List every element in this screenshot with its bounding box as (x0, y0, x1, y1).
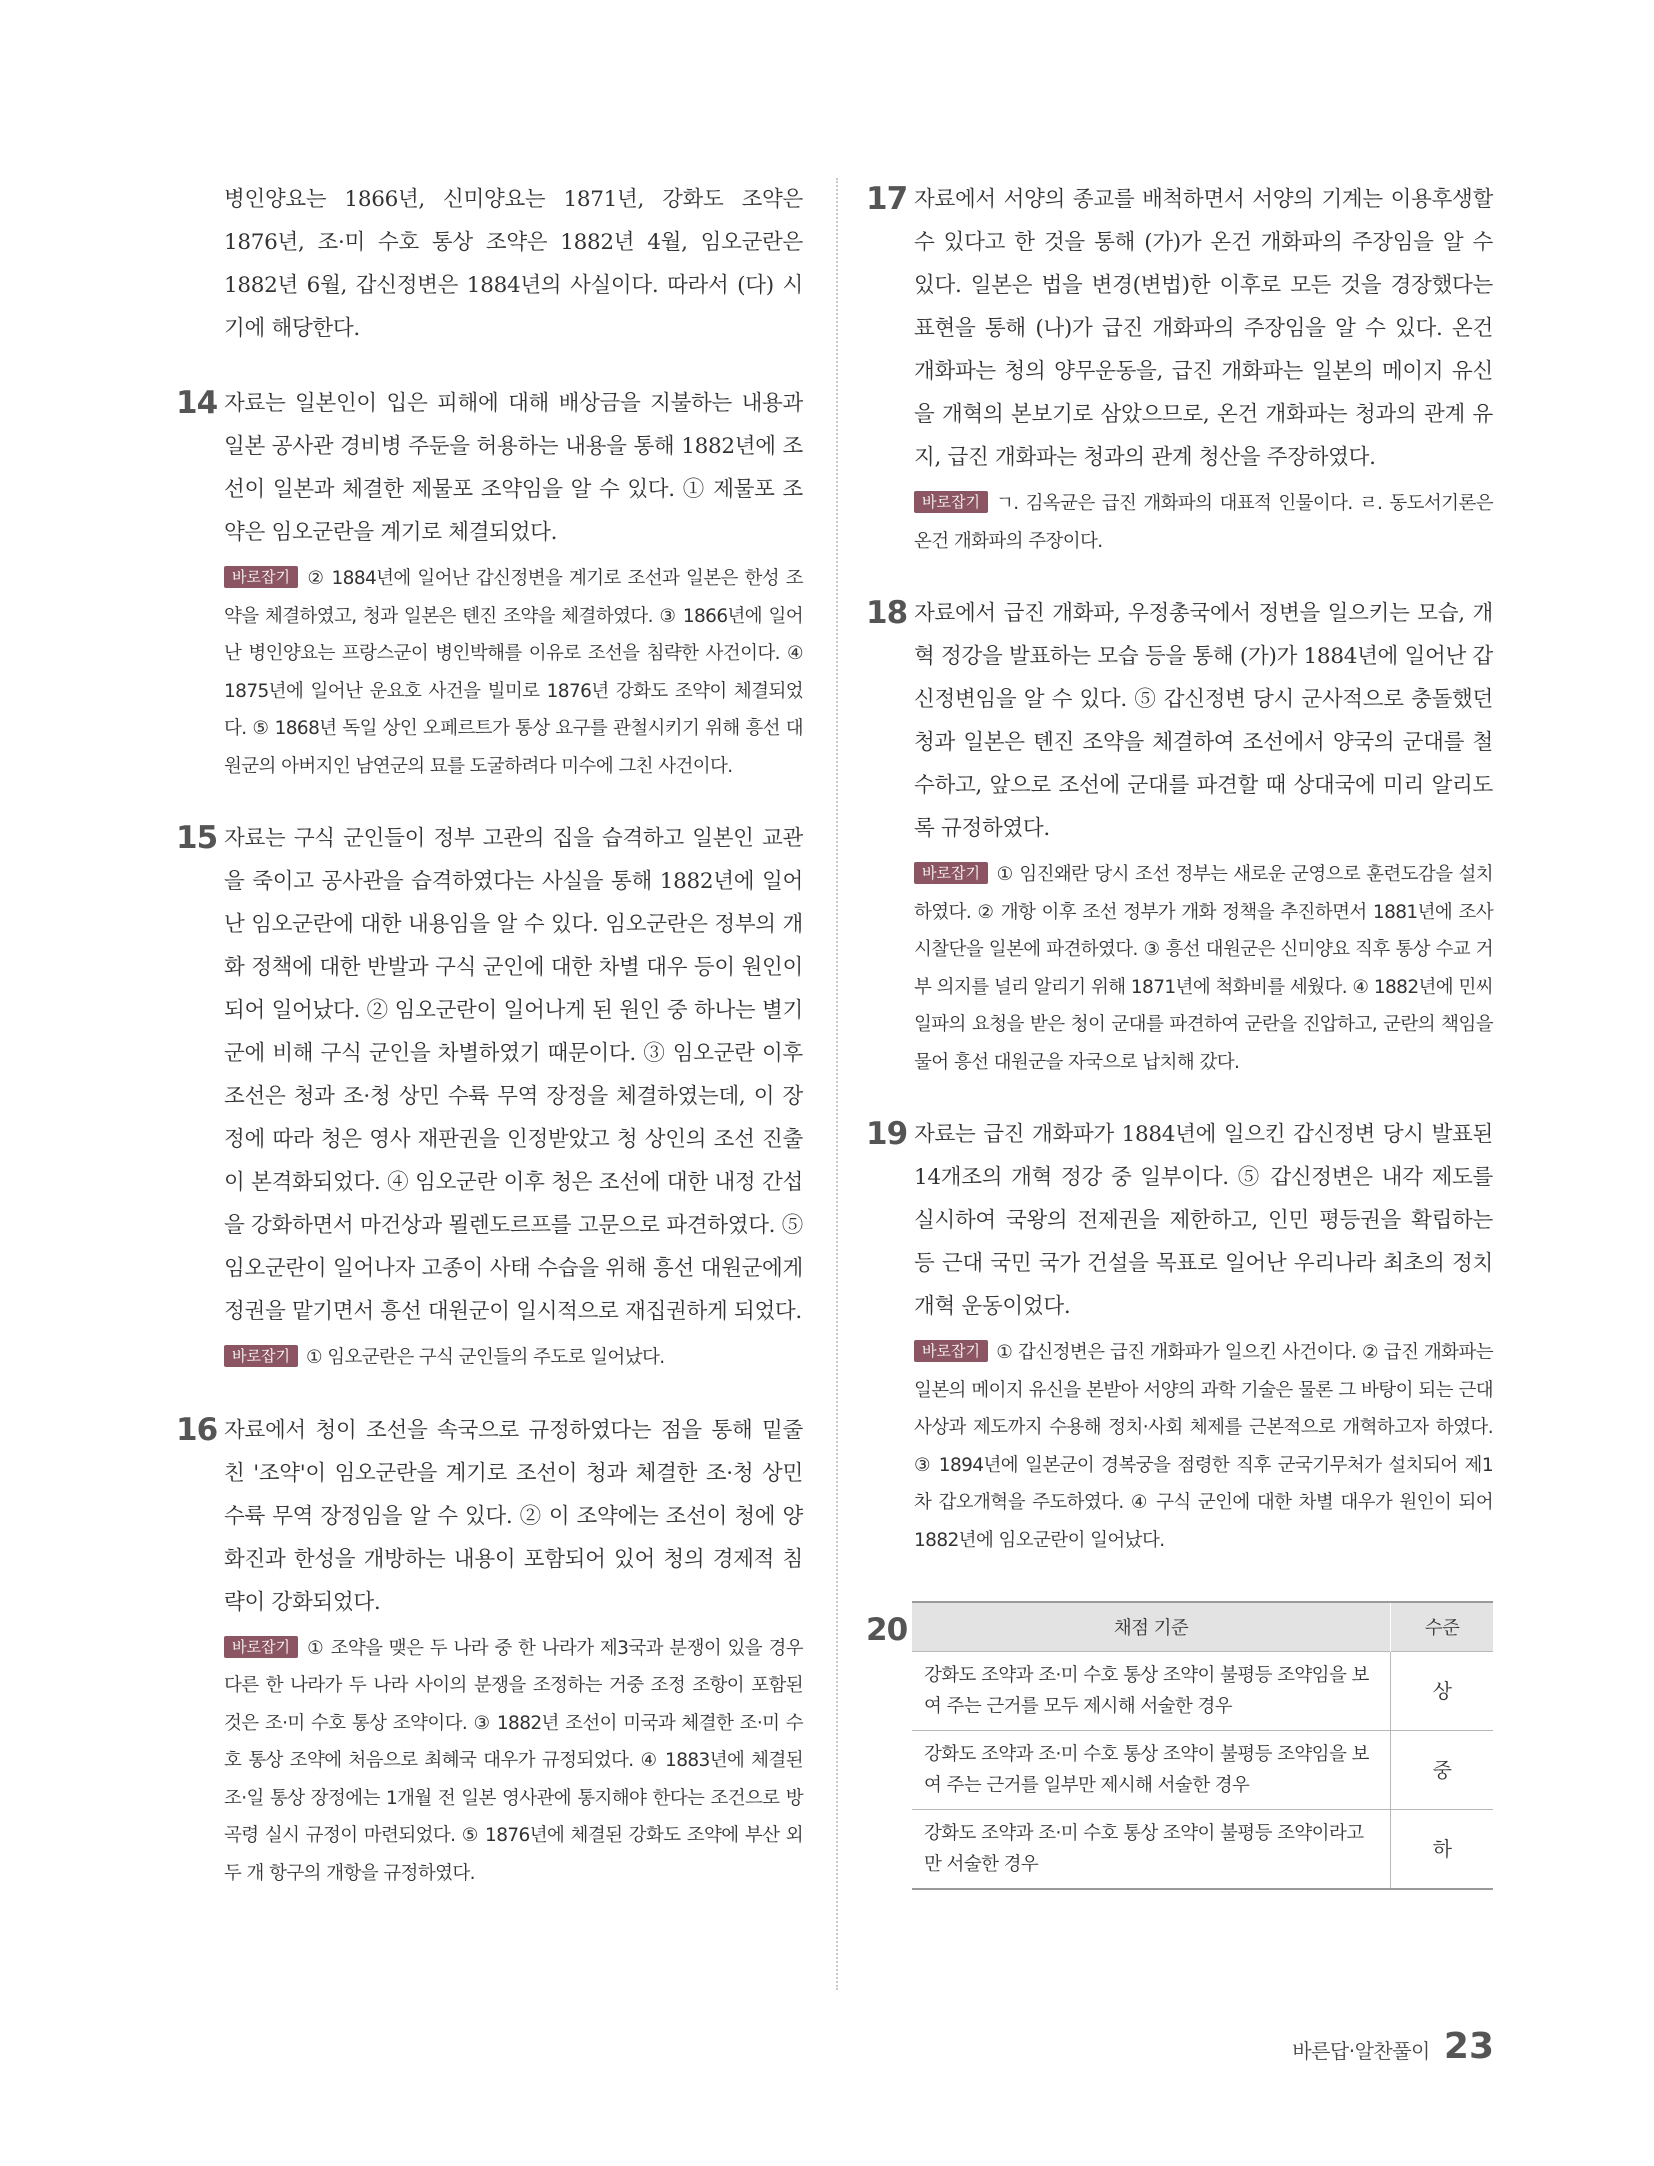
left-column (176, 178, 803, 1892)
correction-badge: 바로잡기 (224, 1636, 298, 1658)
answer-explanation: 자료에서 청이 조선을 속국으로 규정하였다는 점을 통해 밑줄 친 '조약'이 임오군란을 계기로 조선이 청과 체결한 조·청 상민 수륙 무역 장정임을 알 수 있다. ② 이 조약에는 조선이 청에 양화진과 한성을 개방하는 내용이 포함되어 있어 청의 경제적 침략이 강화되었다. (224, 1417, 803, 1615)
question-20 (866, 1601, 1493, 1890)
question-16 (176, 1409, 803, 1893)
correction-text: ① 조약을 맺은 두 나라 중 한 나라가 제3국과 분쟁이 있을 경우 다른 한 나라가 두 나라 사이의 분쟁을 조정하는 거중 조정 조항이 포함된 것은 조·미 수호 통상 조약이다. ③ 1882년 조선이 미국과 체결한 조·미 수호 통상 조약에 처음으로 최혜국 대우가 규정되었다. ④ 1883년에 체결된 조·일 통상 장정에는 1개월 전 일본 영사관에 통지해야 한다는 조건으로 방곡령 실시 규정이 마련되었다. ⑤ 1876년에 체결된 강화도 조약에 부산 외 두 개 항구의 개항을 규정하였다. (224, 1637, 803, 1884)
correction-note (914, 1334, 1493, 1559)
correction-badge: 바로잡기 (914, 862, 988, 884)
column-divider (836, 178, 838, 1990)
page-footer (1292, 2026, 1494, 2067)
correction-badge: 바로잡기 (224, 1345, 298, 1367)
question-18 (866, 592, 1493, 1081)
right-column (866, 178, 1493, 1890)
criterion-cell: 강화도 조약과 조·미 수호 통상 조약이 불평등 조약임을 보여 주는 근거를 모두 제시해 서술한 경우 (912, 1652, 1391, 1731)
correction-text: ① 임오군란은 구식 군인들의 주도로 일어났다. (305, 1347, 665, 1368)
question-number: 15 (176, 820, 218, 856)
footer-label: 바른답·알찬풀이 (1292, 2039, 1430, 2063)
correction-badge: 바로잡기 (224, 566, 298, 588)
correction-note (224, 560, 803, 785)
question-number: 20 (866, 1612, 908, 1648)
correction-badge: 바로잡기 (914, 1340, 988, 1362)
correction-text: ① 갑신정변은 급진 개화파가 일으킨 사건이다. ② 급진 개화파는 일본의 메이지 유신을 본받아 서양의 과학 기술은 물론 그 바탕이 되는 근대 사상과 제도까지 수용해 정치·사회 체제를 근본적으로 개혁하고자 하였다. ③ 1894년에 일본군이 경복궁을 점령한 직후 군국기무처가 설치되어 제1차 갑오개혁을 주도하였다. ④ 구식 군인에 대한 차별 대우가 원인이 되어 1882년에 임오군란이 일어났다. (914, 1342, 1493, 1551)
question-number: 14 (176, 385, 218, 421)
table-row (912, 1810, 1493, 1890)
answer-explanation: 자료에서 급진 개화파, 우정총국에서 정변을 일으키는 모습, 개혁 정강을 발표하는 모습 등을 통해 (가)가 1884년에 일어난 갑신정변임을 알 수 있다. ⑤ 갑신정변 당시 군사적으로 충돌했던 청과 일본은 톈진 조약을 체결하여 조선에서 양국의 군대를 철수하고, 앞으로 조선에 군대를 파견할 때 상대국에 미리 알리도록 규정하였다. (914, 601, 1493, 841)
question-17 (866, 178, 1493, 560)
correction-note (914, 485, 1493, 560)
correction-text: ① 임진왜란 당시 조선 정부는 새로운 군영으로 훈련도감을 설치하였다. ② 개항 이후 조선 정부가 개화 정책을 추진하면서 1881년에 조사 시찰단을 일본에 파견하였다. ③ 흥선 대원군은 신미양요 직후 통상 수교 거부 의지를 널리 알리기 위해 1871년에 척화비를 세웠다. ④ 1882년에 민씨 일파의 요청을 받은 청이 군대를 파견하여 군란을 진압하고, 군란의 책임을 물어 흥선 대원군을 자국으로 납치해 갔다. (914, 864, 1493, 1073)
correction-badge: 바로잡기 (914, 491, 988, 513)
level-cell: 상 (1391, 1652, 1494, 1731)
criterion-cell: 강화도 조약과 조·미 수호 통상 조약이 불평등 조약임을 보여 주는 근거를 일부만 제시해 서술한 경우 (912, 1731, 1391, 1810)
q13-continued-text: 병인양요는 1866년, 신미양요는 1871년, 강화도 조약은 1876년, 조·미 수호 통상 조약은 1882년 4월, 임오군란은 1882년 6월, 갑신정변은 1884년의 사실이다. 따라서 (다) 시기에 해당한다. (224, 187, 803, 341)
level-cell: 하 (1391, 1810, 1494, 1890)
question-number: 17 (866, 181, 908, 217)
table-row (912, 1652, 1493, 1731)
column-header-criterion: 채점 기준 (912, 1602, 1391, 1652)
correction-text: ② 1884년에 일어난 갑신정변을 계기로 조선과 일본은 한성 조약을 체결하였고, 청과 일본은 톈진 조약을 체결하였다. ③ 1866년에 일어난 병인양요는 프랑스군이 병인박해를 이유로 조선을 침략한 사건이다. ④ 1875년에 일어난 운요호 사건을 빌미로 1876년 강화도 조약이 체결되었다. ⑤ 1868년 독일 상인 오페르트가 통상 요구를 관철시키기 위해 흥선 대원군의 아버지인 남연군의 묘를 도굴하려다 미수에 그친 사건이다. (224, 568, 803, 777)
question-number: 19 (866, 1116, 908, 1152)
question-15 (176, 817, 803, 1377)
correction-text: ㄱ. 김옥균은 급진 개화파의 대표적 인물이다. ㄹ. 동도서기론은 온건 개화파의 주장이다. (914, 493, 1493, 552)
correction-note (914, 856, 1493, 1081)
scoring-rubric-table (912, 1601, 1493, 1890)
correction-note (224, 1630, 803, 1893)
answer-explanation: 자료에서 서양의 종교를 배척하면서 서양의 기계는 이용후생할 수 있다고 한 것을 통해 (가)가 온건 개화파의 주장임을 알 수 있다. 일본은 법을 변경(변법)한 이후로 모든 것을 경장했다는 표현을 통해 (나)가 급진 개화파의 주장임을 알 수 있다. 온건 개화파는 청의 양무운동을, 급진 개화파는 일본의 메이지 유신을 개혁의 본보기로 삼았으므로, 온건 개화파는 청과의 관계 유지, 급진 개화파는 청과의 관계 청산을 주장하였다. (914, 187, 1493, 470)
table-header-row (912, 1602, 1493, 1652)
correction-note (224, 1339, 803, 1377)
level-cell: 중 (1391, 1731, 1494, 1810)
question-number: 16 (176, 1411, 218, 1448)
column-header-level: 수준 (1391, 1602, 1494, 1652)
question-number: 18 (866, 595, 908, 631)
question-14 (176, 382, 803, 785)
answer-explanation: 자료는 일본인이 입은 피해에 대해 배상금을 지불하는 내용과 일본 공사관 경비병 주둔을 허용하는 내용을 통해 1882년에 조선이 일본과 체결한 제물포 조약임을 알 수 있다. ① 제물포 조약은 임오군란을 계기로 체결되었다. (224, 391, 803, 545)
criterion-cell: 강화도 조약과 조·미 수호 통상 조약이 불평등 조약이라고만 서술한 경우 (912, 1810, 1391, 1890)
question-19 (866, 1113, 1493, 1559)
page-number: 23 (1443, 2026, 1494, 2067)
answer-explanation: 자료는 구식 군인들이 정부 고관의 집을 습격하고 일본인 교관을 죽이고 공사관을 습격하였다는 사실을 통해 1882년에 일어난 임오군란에 대한 내용임을 알 수 있다. 임오군란은 정부의 개화 정책에 대한 반발과 구식 군인에 대한 차별 대우 등이 원인이 되어 일어났다. ② 임오군란이 일어나게 된 원인 중 하나는 별기군에 비해 구식 군인을 차별하였기 때문이다. ③ 임오군란 이후 조선은 청과 조·청 상민 수륙 무역 장정을 체결하였는데, 이 장정에 따라 청은 영사 재판권을 인정받았고 청 상인의 조선 진출이 본격화되었다. ④ 임오군란 이후 청은 조선에 대한 내정 간섭을 강화하면서 마건상과 묄렌도르프를 고문으로 파견하였다. ⑤ 임오군란이 일어나자 고종이 사태 수습을 위해 흥선 대원군에게 정권을 맡기면서 흥선 대원군이 일시적으로 재집권하게 되었다. (224, 826, 803, 1324)
table-row (912, 1731, 1493, 1810)
answer-explanation: 자료는 급진 개화파가 1884년에 일으킨 갑신정변 당시 발표된 14개조의 개혁 정강 중 일부이다. ⑤ 갑신정변은 내각 제도를 실시하여 국왕의 전제권을 제한하고, 인민 평등권을 확립하는 등 근대 국민 국가 건설을 목표로 일어난 우리나라 최초의 정치 개혁 운동이었다. (914, 1122, 1493, 1319)
